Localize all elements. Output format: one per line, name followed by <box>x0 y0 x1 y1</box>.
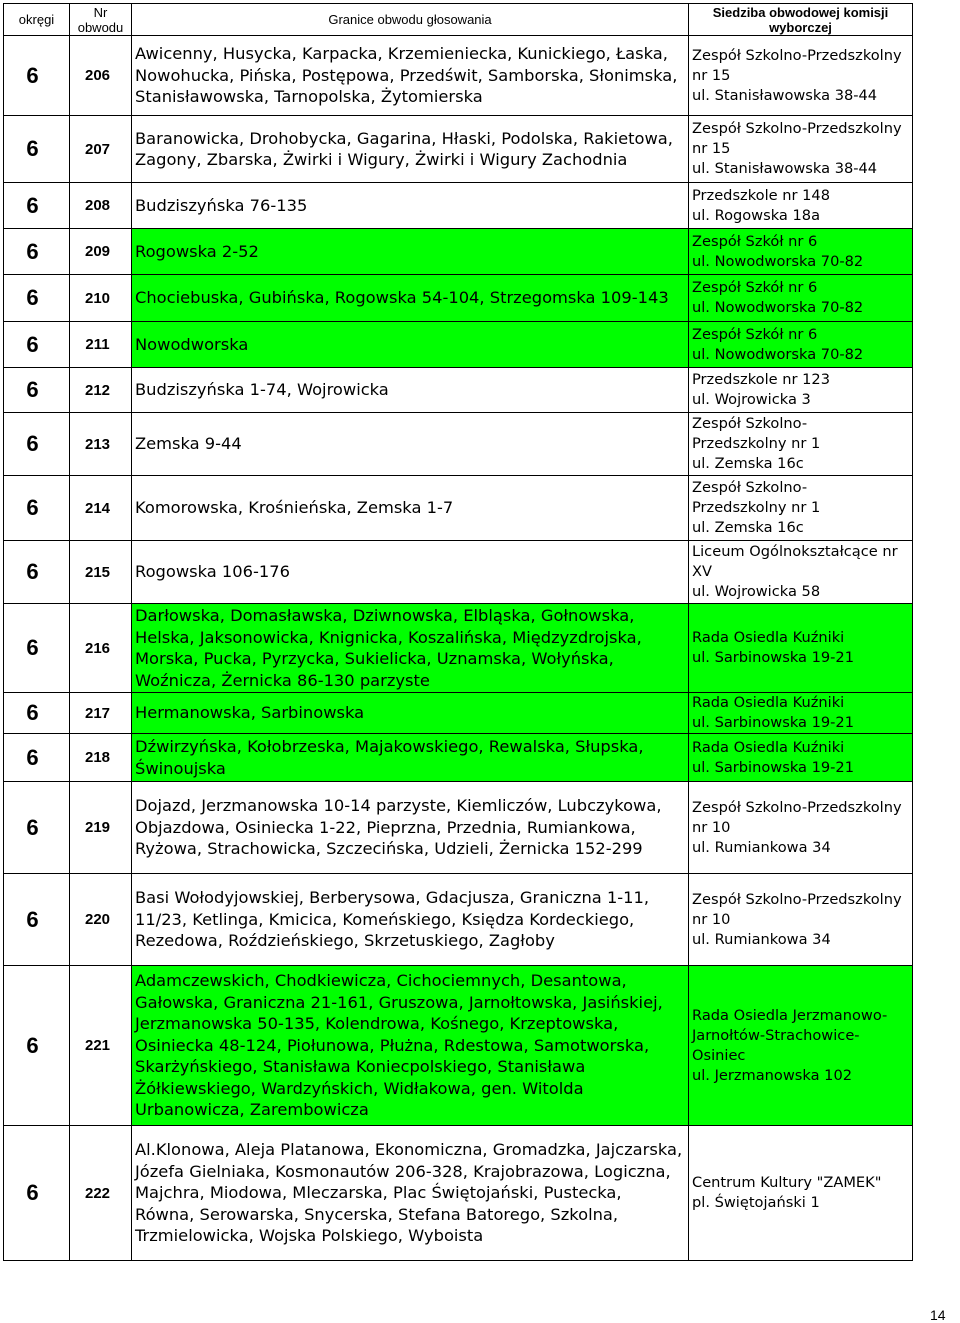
street-list-cell: Budziszyńska 1-74, Wojrowicka <box>132 368 689 413</box>
commission-seat-cell: Rada Osiedla Kuźniki ul. Sarbinowska 19-21 <box>689 734 913 782</box>
commission-seat-cell: Przedszkole nr 148 ul. Rogowska 18a <box>689 183 913 229</box>
street-list-cell: Baranowicka, Drohobycka, Gagarina, Hłaski, Podolska, Rakietowa, Zagony, Zbarska, Żwirki i Wigury, Żwirki i Wigury Zachodnia <box>132 116 689 183</box>
page-number: 14 <box>930 1307 946 1323</box>
nr-obwodu-cell: 208 <box>70 183 132 229</box>
street-list-cell: Komorowska, Krośnieńska, Zemska 1-7 <box>132 476 689 541</box>
table-row <box>4 229 913 275</box>
street-list-cell: Al.Klonowa, Aleja Platanowa, Ekonomiczna, Gromadzka, Jajczarska, Józefa Gielniaka, Kosmonautów 206-328, Krajobrazowa, Logiczna, Majchra, Miodowa, Mleczarska, Plac Świętojański, Pustecka, Równa, Serowarska, Snycerska, Stefana Batorego, Szkolna, Trzmielowicka, Wojska Polskiego, Wyboista <box>132 1126 689 1261</box>
commission-seat-cell: Centrum Kultury "ZAMEK" pl. Świętojański 1 <box>689 1126 913 1261</box>
table-row <box>4 966 913 1126</box>
table-row <box>4 275 913 322</box>
street-list-cell: Chociebuska, Gubińska, Rogowska 54-104, Strzegomska 109-143 <box>132 275 689 322</box>
okreg-cell: 6 <box>4 1126 70 1261</box>
table-row <box>4 183 913 229</box>
street-list-cell: Budziszyńska 76-135 <box>132 183 689 229</box>
header-nr-obwodu: Nr obwodu <box>70 4 132 36</box>
commission-seat-cell: Rada Osiedla Kuźniki ul. Sarbinowska 19-21 <box>689 604 913 693</box>
polling-districts-table <box>3 3 913 1261</box>
street-list-cell: Basi Wołodyjowskiej, Berberysowa, Gdacjusza, Graniczna 1-11, 11/23, Ketlinga, Kmicica, Komeńskiego, Księdza Kordeckiego, Rezedowa, Roździeńskiego, Skrzetuskiego, Zagłoby <box>132 874 689 966</box>
street-list-cell: Zemska 9-44 <box>132 413 689 476</box>
table-row <box>4 693 913 734</box>
commission-seat-cell: Zespół Szkolno- Przedszkolny nr 1 ul. Zemska 16c <box>689 476 913 541</box>
street-list-cell: Adamczewskich, Chodkiewicza, Cichociemnych, Desantowa, Gałowska, Graniczna 21-161, Gruszowa, Jarnołtowska, Jasińskiej, Jerzmanowska 50-135, Kolendrowa, Kośnego, Krzeptowska, Osiniecka 48-124, Piołunowa, Płużna, Rdestowa, Samotworska, Skarżyńskiego, Stanisława Koniecpolskiego, Stanisława Żółkiewskiego, Wardzyńskich, Widłakowa, gen. Witolda Urbanowicza, Zarembowicza <box>132 966 689 1126</box>
table-row <box>4 782 913 874</box>
table-row <box>4 1126 913 1261</box>
okreg-cell: 6 <box>4 368 70 413</box>
header-granice: Granice obwodu głosowania <box>132 4 689 36</box>
nr-obwodu-cell: 222 <box>70 1126 132 1261</box>
okreg-cell: 6 <box>4 966 70 1126</box>
okreg-cell: 6 <box>4 874 70 966</box>
commission-seat-cell: Rada Osiedla Kuźniki ul. Sarbinowska 19-21 <box>689 693 913 734</box>
table-row <box>4 541 913 604</box>
commission-seat-cell: Zespół Szkolno-Przedszkolny nr 10 ul. Rumiankowa 34 <box>689 782 913 874</box>
commission-seat-cell: Zespół Szkół nr 6 ul. Nowodworska 70-82 <box>689 275 913 322</box>
street-list-cell: Rogowska 106-176 <box>132 541 689 604</box>
okreg-cell: 6 <box>4 782 70 874</box>
okreg-cell: 6 <box>4 275 70 322</box>
table-row <box>4 36 913 116</box>
okreg-cell: 6 <box>4 183 70 229</box>
header-row <box>4 4 913 36</box>
header-okregi: okręgi <box>4 4 70 36</box>
header-siedziba: Siedziba obwodowej komisji wyborczej <box>689 4 913 36</box>
street-list-cell: Rogowska 2-52 <box>132 229 689 275</box>
commission-seat-cell: Zespół Szkolno-Przedszkolny nr 15 ul. Stanisławowska 38-44 <box>689 36 913 116</box>
street-list-cell: Nowodworska <box>132 322 689 368</box>
table-row <box>4 116 913 183</box>
okreg-cell: 6 <box>4 476 70 541</box>
street-list-cell: Dojazd, Jerzmanowska 10-14 parzyste, Kiemliczów, Lubczykowa, Objazdowa, Osiniecka 1-22, Pieprzna, Przednia, Rumiankowa, Ryżowa, Strachowicka, Szczecińska, Udzieli, Żernicka 152-299 <box>132 782 689 874</box>
nr-obwodu-cell: 207 <box>70 116 132 183</box>
okreg-cell: 6 <box>4 116 70 183</box>
nr-obwodu-cell: 206 <box>70 36 132 116</box>
table-row <box>4 368 913 413</box>
nr-obwodu-cell: 221 <box>70 966 132 1126</box>
street-list-cell: Hermanowska, Sarbinowska <box>132 693 689 734</box>
table-row <box>4 413 913 476</box>
commission-seat-cell: Zespół Szkół nr 6 ul. Nowodworska 70-82 <box>689 322 913 368</box>
commission-seat-cell: Liceum Ogólnokształcące nr XV ul. Wojrowicka 58 <box>689 541 913 604</box>
nr-obwodu-cell: 209 <box>70 229 132 275</box>
table-row <box>4 476 913 541</box>
nr-obwodu-cell: 212 <box>70 368 132 413</box>
nr-obwodu-cell: 210 <box>70 275 132 322</box>
okreg-cell: 6 <box>4 734 70 782</box>
okreg-cell: 6 <box>4 693 70 734</box>
table-row <box>4 604 913 693</box>
commission-seat-cell: Przedszkole nr 123 ul. Wojrowicka 3 <box>689 368 913 413</box>
commission-seat-cell: Zespół Szkolno-Przedszkolny nr 15 ul. Stanisławowska 38-44 <box>689 116 913 183</box>
nr-obwodu-cell: 217 <box>70 693 132 734</box>
table-row <box>4 734 913 782</box>
street-list-cell: Awicenny, Husycka, Karpacka, Krzemieniecka, Kunickiego, Łaska, Nowohucka, Pińska, Postępowa, Przedświt, Samborska, Słonimska, Stanisławowska, Tarnopolska, Żytomierska <box>132 36 689 116</box>
okreg-cell: 6 <box>4 541 70 604</box>
nr-obwodu-cell: 214 <box>70 476 132 541</box>
commission-seat-cell: Zespół Szkolno- Przedszkolny nr 1 ul. Zemska 16c <box>689 413 913 476</box>
nr-obwodu-cell: 213 <box>70 413 132 476</box>
nr-obwodu-cell: 220 <box>70 874 132 966</box>
okreg-cell: 6 <box>4 229 70 275</box>
street-list-cell: Darłowska, Domasławska, Dziwnowska, Elbląska, Gołnowska, Helska, Jaksonowicka, Knignicka, Koszalińska, Międzyzdrojska, Morska, Pucka, Pyrzycka, Sukielicka, Uznamska, Wołyńska, Woźnicza, Żernicka 86-130 parzyste <box>132 604 689 693</box>
commission-seat-cell: Zespół Szkół nr 6 ul. Nowodworska 70-82 <box>689 229 913 275</box>
nr-obwodu-cell: 211 <box>70 322 132 368</box>
okreg-cell: 6 <box>4 322 70 368</box>
table-row <box>4 322 913 368</box>
nr-obwodu-cell: 216 <box>70 604 132 693</box>
nr-obwodu-cell: 218 <box>70 734 132 782</box>
nr-obwodu-cell: 215 <box>70 541 132 604</box>
commission-seat-cell: Zespół Szkolno-Przedszkolny nr 10 ul. Rumiankowa 34 <box>689 874 913 966</box>
table-row <box>4 874 913 966</box>
okreg-cell: 6 <box>4 36 70 116</box>
street-list-cell: Dźwirzyńska, Kołobrzeska, Majakowskiego, Rewalska, Słupska, Świnoujska <box>132 734 689 782</box>
okreg-cell: 6 <box>4 413 70 476</box>
nr-obwodu-cell: 219 <box>70 782 132 874</box>
commission-seat-cell: Rada Osiedla Jerzmanowo-Jarnołtów-Strachowice-Osiniec ul. Jerzmanowska 102 <box>689 966 913 1126</box>
okreg-cell: 6 <box>4 604 70 693</box>
